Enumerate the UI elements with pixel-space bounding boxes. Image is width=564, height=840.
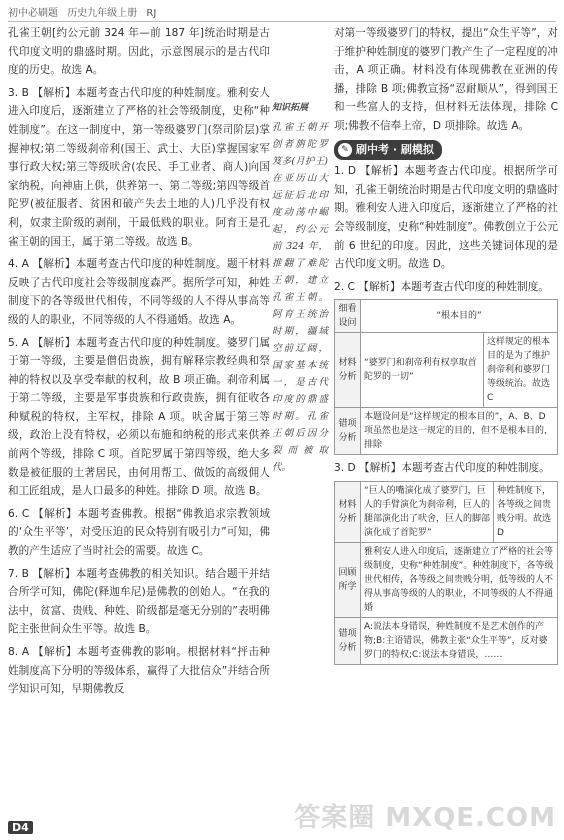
row-side-note: 种姓制度下，各等级之间贵贱分明。故选 D [494, 481, 558, 542]
edition-label: RJ [146, 8, 157, 19]
series-label: 初中必刷题 [8, 8, 58, 19]
answer-7: 7. B 【解析】本题考查佛教的相关知识。结合题干并结合所学可知，佛陀(释迦牟尼)是佛教的创始人。“在我的法中，贫富、贵贱、种姓、阶级都是毫无分别的”表明佛陀主张世间众生平等。故选 B。 [8, 567, 270, 636]
table-row [335, 300, 558, 333]
table-row [335, 481, 558, 542]
answer-4: 4. A 【解析】本题考查古代印度的种姓制度。题干材料反映了古代印度社会等级制度森严。据所学可知，种姓制度下的各等级世代相传，不同等级的人不得从事高等级的人的职业，不同等级的人不得通婚。故选 A。 [8, 258, 270, 326]
table-row [335, 333, 558, 408]
section-heading [334, 140, 442, 161]
knowledge-title: 知识拓展 [272, 103, 309, 113]
row-content: “根本目的” [361, 300, 558, 333]
row-label: 错项分析 [335, 617, 361, 664]
row-content: 本题设问是“这样规定的根本目的”，A、B、D 项虽然也是这一规定的目的，但不是根本目的，排除 [361, 408, 558, 455]
row-label: 错项分析 [335, 408, 361, 455]
brush-icon: ✎ [338, 143, 352, 157]
left-column [8, 24, 270, 699]
right-column [334, 24, 558, 669]
book-title: 历史九年级上册 [67, 8, 138, 19]
table-row [335, 617, 558, 664]
row-label: 回顾所学 [335, 542, 361, 617]
mock-answer-1: 1. D 【解析】本题考查古代印度。根据所学可知，孔雀王朝统治时期是古代印度文明的鼎盛时期。雅利安人进入印度后，逐渐建立了严格的社会等级制度，史称“种姓制度”。佛教创立于公元前 6 世纪的印度。因此，这些关键词体现的是古代印度文明。故选 D。 [334, 165, 558, 271]
answer-8-continued: 对第一等级婆罗门的特权，提出“众生平等”，对于维护种姓制度的婆罗门教产生了一定程度的冲击，A 项正确。材料没有体现佛教在亚洲的传播，排除 B 项;佛教宣扬“忍耐顺从”，得到国王和一些富人的支持，但材料无法体现，排除 C 项;佛教不信奉上帝，D 项排除。故选 A。 [334, 27, 558, 132]
row-content: “巨人的嘴演化成了婆罗门，巨人的手臂演化为刹帝利，巨人的腿部演化出了吠舍，巨人的脚部演化成了首陀罗” [361, 481, 494, 542]
row-label: 材料分析 [335, 481, 361, 542]
row-label: 细看设问 [335, 300, 361, 333]
knowledge-text: 孔雀王朝开创者旃陀罗笈多(月护王)在亚历山大远征后北印度动荡中崛起，约公元前 324 年，推翻了难陀王朝，建立孔雀王朝。阿育王统治时期，疆域空前辽阔，国家基本统一，是古代印度的鼎盛时期。孔雀王朝后因分裂而被取代。 [272, 122, 328, 473]
answer-6: 6. C 【解析】本题考查佛教。根据“佛教追求宗教领域的‘众生平等’，对受压迫的民众特别有吸引力”可知，佛教的产生适应了当时社会的需要。故选 C。 [8, 507, 270, 558]
row-label: 材料分析 [335, 333, 361, 408]
mock-answer-3-head: 3. D 【解析】本题考查古代印度的种姓制度。 [334, 462, 550, 475]
table-row [335, 542, 558, 617]
page-header [8, 4, 556, 22]
mock-answer-2-head: 2. C 【解析】本题考查古代印度的种姓制度。 [334, 280, 549, 293]
analysis-table-2 [334, 299, 558, 455]
answer-3: 3. B 【解析】本题考查古代印度的种姓制度。雅利安人进入印度后，逐渐建立了严格的社会等级制度，史称“种姓制度”。在这一制度中，第一等级婆罗门(祭司阶层)掌握神权;第二等级刹帝利(国王、武士、大臣)掌握国家军事行政大权;第三等级吠舍(农民、手工业者、商人)向国家纳税，向神庙上供，供养第一、第二等级;第四等级首陀罗(被征服者、贫困和破产失去土地的人)几乎没有权利，奴隶主阶级的剥削，干最低贱的职业。阿育王是孔雀王朝的国王，属于第二等级。故选 B。 [8, 86, 270, 248]
watermark: 答案圈 MXQE.COM [294, 803, 556, 833]
row-content: “婆罗门和刹帝利有权享取首陀罗的一切” [361, 333, 484, 408]
row-content: 雅利安人进入印度后，逐渐建立了严格的社会等级制度，史称“种姓制度”。种姓制度下，各等级世代相传，各等级之间贵贱分明，低等级的人不得从事高等级的人的职业，不同等级的人不得通婚 [361, 542, 558, 617]
answer-paragraph: 孔雀王朝[约公元前 324 年—前 187 年]统治时期是古代印度文明的鼎盛时期。因此，示意图展示的是古代印度的历史。故选 A。 [8, 27, 270, 77]
knowledge-sidebar [272, 100, 328, 476]
row-content: A:说法本身错误，种姓制度不是艺术创作的产物;B:主语错误，佛教主张“众生平等”，反对婆罗门的特权;C:说法本身错误，…… [361, 617, 558, 664]
row-side-note: 这样规定的根本目的是为了维护刹帝利和婆罗门等级统治。故选 C [484, 333, 558, 408]
section-label: 刷中考 · 刷模拟 [356, 142, 434, 156]
analysis-table-3 [334, 481, 558, 665]
table-row [335, 408, 558, 455]
page-number: D4 [8, 821, 33, 834]
answer-5: 5. A 【解析】本题考查古代印度的种姓制度。婆罗门属于第一等级，主要是僧侣贵族，拥有解释宗教经典和祭神的特权以及享受奉献的权利，故 B 项正确。刹帝利属于第二等级，主要是军事贵族和行政贵族，拥有征收各种赋税的特权，主军权，排除 A 项。吠舍属于第三等级，政治上没有特权，必须以布施和纳税的形式来供养前两个等级，排除 C 项。首陀罗属于第四等级，绝大多数是被征服的土著居民，由何用帮工、做饭的高级佣人和工匠组成，是人口最多的种姓。排除 D 项。故选 B。 [8, 336, 270, 498]
answer-8: 8. A 【解析】本题考查佛教的影响。根据材料“抨击种姓制度高下分明的等级体系，赢得了大批信众”并结合所学知识可知，早期佛教反 [8, 646, 270, 696]
